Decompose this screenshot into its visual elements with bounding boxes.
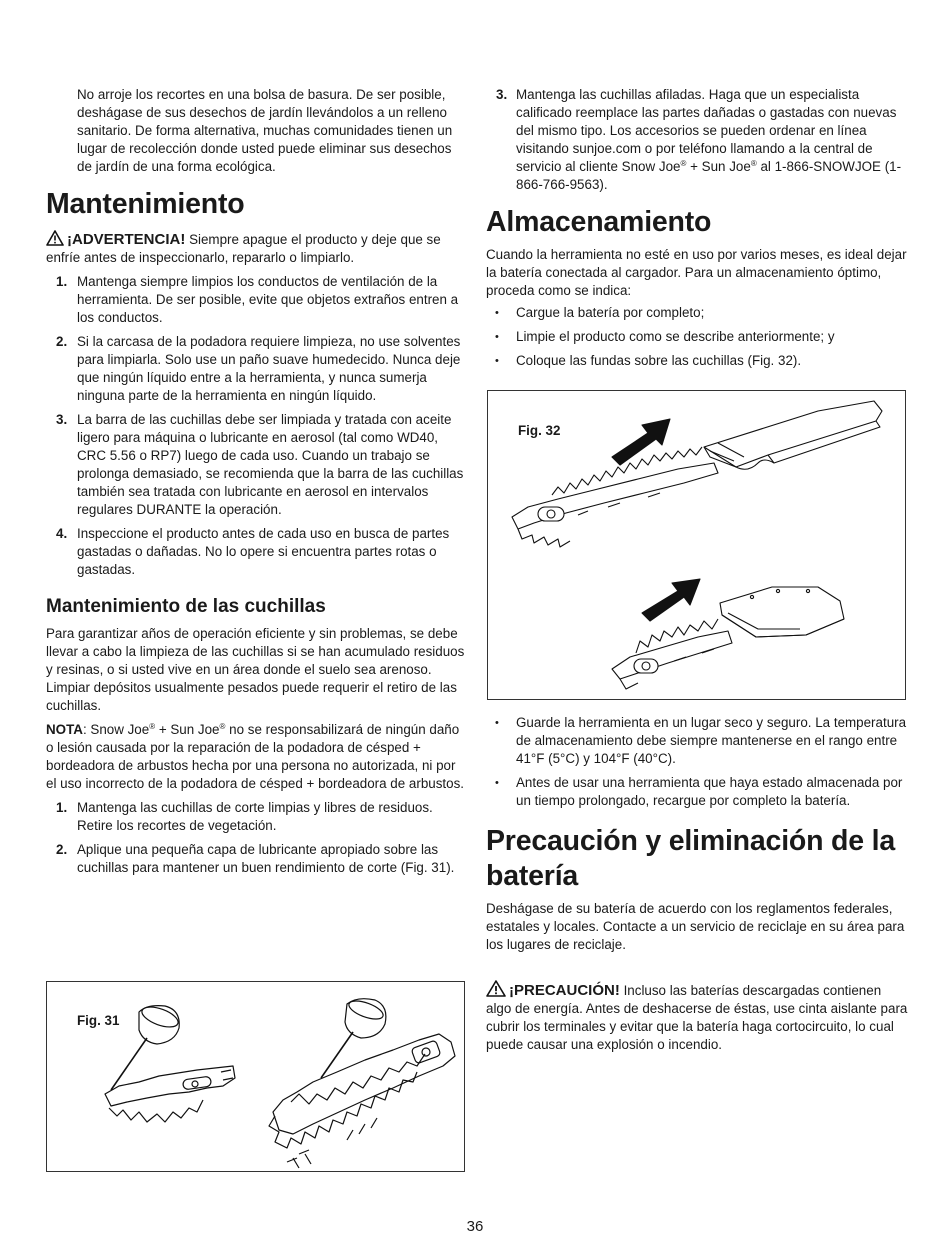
- list-item: 4. Inspeccione el producto antes de cada uso en busca de partes gastadas o dañadas. No lo opere si encuentra partes rotas o gastadas.: [56, 526, 450, 577]
- left-column: [46, 86, 466, 883]
- note-paragraph: NOTA: Snow Joe® + Sun Joe® no se responsabilizará de ningún daño o lesión causada por la reparación de la podadora de césped + bordeadora de arbustos hecha por una persona no autorizada, ni por el uso incorrecto de la podadora de césped + bordeadora de arbustos.: [46, 722, 464, 791]
- lubrication-illustration: [47, 982, 466, 1173]
- figure-32: [487, 390, 906, 700]
- caution-triangle-icon: [486, 980, 506, 997]
- list-item: • Cargue la batería por completo;: [486, 304, 908, 322]
- caution-paragraph: [486, 980, 908, 1054]
- blade-list: [46, 799, 466, 877]
- blade-list-continued: [486, 86, 908, 194]
- warning-triangle-icon: [46, 230, 64, 246]
- caution-label: ¡PRECAUCIÓN!: [509, 982, 620, 999]
- intro-paragraph: No arroje los recortes en una bolsa de basura. De ser posible, deshágase de sus desechos de jardín llevándolos a un relleno sanitario. De forma alternativa, muchas comunidades tienen un lugar de recolección donde usted puede eliminar sus desechos de jardín de una forma ecológica.: [77, 87, 453, 174]
- maintenance-list: [46, 273, 466, 579]
- storage-list-continued: [486, 714, 908, 810]
- storage-heading: Almacenamiento: [486, 206, 712, 238]
- list-item: 2. Si la carcasa de la podadora requiere limpieza, no use solventes para limpiarla. Solo use un paño suave humedecido. Nunca deje que ningún líquido entre a la herramienta, y nunca sumerja ninguna parte de la herramienta en ningún líquido.: [56, 334, 461, 403]
- storage-list: [486, 304, 908, 370]
- page-number: 36: [466, 1218, 484, 1235]
- warning-text: Siempre apague el producto y deje que se enfríe antes de inspeccionarlo, repararlo o limpiarlo.: [46, 232, 441, 265]
- figure-31-label: Fig. 31: [77, 1013, 120, 1028]
- maintenance-heading: Mantenimiento: [46, 188, 245, 220]
- right-column-lower: [486, 714, 908, 1054]
- battery-heading: Precaución y eliminación de la batería: [486, 825, 895, 892]
- list-item: • Guarde la herramienta en un lugar seco y seguro. La temperatura de almacenamiento debe siempre mantenerse en el rango entre 41°F (5°C) y 104°F (40°C).: [486, 714, 908, 768]
- list-item: 3. Mantenga las cuchillas afiladas. Haga que un especialista calificado reemplace las partes dañadas o gastadas con nuevas del mismo tipo. Los accesorios se pueden ordenar en línea visitando sunjoe.com o por teléfono llamando a la central de servicio al cliente Snow Joe® + Sun Joe® al 1-866-SNOWJOE (1-866-766-9563).: [496, 87, 902, 192]
- list-item: 1. Mantenga las cuchillas de corte limpias y libres de residuos. Retire los recortes de vegetación.: [56, 800, 433, 833]
- storage-paragraph: Cuando la herramienta no esté en uso por varios meses, es ideal dejar la batería conectada al cargador. Para un almacenamiento óptimo, proceda como se indica:: [486, 247, 907, 298]
- warning-paragraph: [46, 230, 466, 267]
- list-item: 2. Aplique una pequeña capa de lubricante apropiado sobre las cuchillas para mantener un buen rendimiento de corte (Fig. 31).: [56, 842, 455, 875]
- blade-maintenance-heading: Mantenimiento de las cuchillas: [46, 596, 326, 617]
- blade-paragraph: Para garantizar años de operación eficiente y sin problemas, se debe llevar a cabo la limpieza de las cuchillas si se han acumulado residuos y resinas, o si usted vive en un área donde el suelo sea arenoso. Limpiar depósitos usualmente pesados puede requerir el retiro de las cuchillas.: [46, 626, 465, 713]
- warning-label: ¡ADVERTENCIA!: [67, 231, 186, 248]
- right-column: [486, 86, 908, 376]
- caution-text: Incluso las baterías descargadas contienen algo de energía. Antes de deshacerse de éstas, use cinta aislante para cubrir los terminales y evitar que la batería haga cortocircuito, lo cual puede causar una explosión o incendio.: [486, 983, 908, 1052]
- list-item: • Limpie el producto como se describe anteriormente; y: [486, 328, 908, 346]
- list-item: 3. La barra de las cuchillas debe ser limpiada y tratada con aceite ligero para máquina o lubricante en aerosol (tal como WD40, CRC 5.56 o RP7) luego de cada uso. Cuando un trabajo se prolonga demasiado, se recomienda que la barra de las cuchillas también sea tratada con lubricante en aerosol en intervalos regulares DURANTE la operación.: [56, 412, 464, 517]
- battery-paragraph: Deshágase de su batería de acuerdo con los reglamentos federales, estatales y locales. Contacte a un servicio de reciclaje en su área para los lugares de reciclaje.: [486, 901, 905, 952]
- figure-31: [46, 981, 465, 1172]
- figure-32-label: Fig. 32: [518, 423, 561, 438]
- list-item: 1. Mantenga siempre limpios los conductos de ventilación de la herramienta. De ser posible, evite que objetos extraños entren a los conductos.: [56, 274, 459, 325]
- list-item: • Antes de usar una herramienta que haya estado almacenada por un tiempo prolongado, recargue por completo la batería.: [486, 774, 908, 810]
- list-item: • Coloque las fundas sobre las cuchillas (Fig. 32).: [486, 352, 908, 370]
